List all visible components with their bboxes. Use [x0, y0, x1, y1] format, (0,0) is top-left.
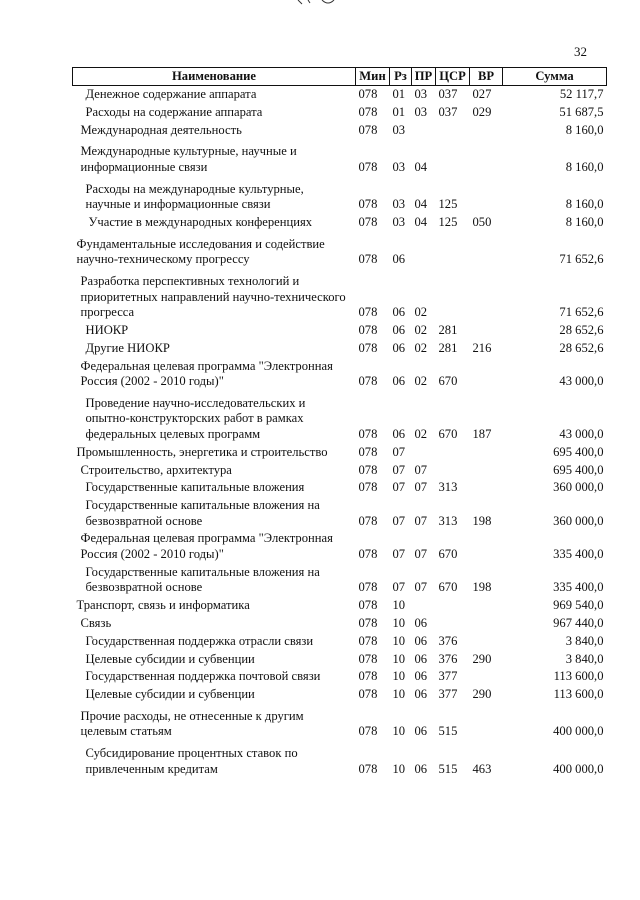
row-sum: 8 160,0: [565, 197, 604, 212]
row-vr: [470, 269, 503, 322]
row-rz: 03: [392, 159, 406, 174]
row-name: Федеральная целевая программа "Электронная Россия (2002 - 2010 годы)": [80, 531, 333, 562]
row-min: 078: [358, 159, 378, 174]
row-name: Государственные капитальные вложения на безвозвратной основе: [85, 498, 320, 528]
row-name: Разработка перспективных технологий и приоритетных направлений научно-технического прогресса: [80, 273, 346, 320]
row-sum: 43 000,0: [559, 374, 604, 389]
row-csr: 377: [438, 669, 458, 684]
table-row: [73, 232, 607, 269]
row-sum: 360 000,0: [553, 513, 604, 528]
row-min: 078: [358, 580, 378, 595]
row-min: 078: [358, 252, 378, 267]
row-sum: 335 400,0: [553, 547, 604, 562]
row-min: 078: [358, 598, 378, 613]
row-vr: [470, 122, 503, 140]
row-min: 078: [358, 651, 378, 666]
row-pr: 02: [414, 426, 428, 441]
row-rz: 07: [392, 547, 406, 562]
row-csr: 281: [438, 322, 458, 337]
table-row: [73, 597, 607, 615]
row-min: 078: [358, 426, 378, 441]
table-row: [73, 214, 607, 232]
row-rz: 07: [392, 444, 406, 459]
row-csr: [436, 232, 470, 269]
row-name: Промышленность, энергетика и строительство: [76, 444, 328, 459]
header-min: Мин: [356, 68, 390, 86]
table-row: [73, 139, 607, 176]
row-pr: 02: [414, 305, 428, 320]
header-csr: ЦСР: [436, 68, 470, 86]
row-pr: 04: [414, 215, 428, 229]
row-vr: 198: [472, 513, 492, 528]
row-pr: 07: [414, 547, 428, 562]
row-pr: [412, 597, 436, 615]
table-row: [73, 650, 607, 668]
row-pr: 06: [414, 616, 428, 630]
table-row: [73, 444, 607, 462]
row-name: Целевые субсидии и субвенции: [85, 651, 255, 666]
scan-artifact: [296, 0, 340, 5]
row-vr: [470, 668, 503, 686]
row-rz: 06: [392, 426, 406, 441]
row-sum: 400 000,0: [553, 724, 604, 739]
row-csr: 377: [438, 687, 458, 702]
row-min: 078: [358, 633, 378, 648]
table-row: [73, 741, 607, 778]
row-min: 078: [358, 547, 378, 562]
header-rz: Рз: [390, 68, 412, 86]
row-sum: 695 400,0: [553, 462, 604, 477]
row-vr: 029: [472, 104, 492, 119]
row-sum: 8 160,0: [565, 215, 604, 229]
table-row: [73, 269, 607, 322]
row-sum: 28 652,6: [559, 340, 604, 355]
row-sum: 113 600,0: [553, 669, 604, 684]
row-sum: 51 687,5: [559, 104, 604, 119]
row-name: Государственная поддержка почтовой связи: [85, 669, 321, 684]
row-name: Государственная поддержка отрасли связи: [85, 633, 314, 648]
row-csr: [436, 139, 470, 176]
row-csr: 515: [438, 761, 458, 776]
row-rz: 06: [392, 322, 406, 337]
row-sum: 113 600,0: [553, 687, 604, 702]
row-pr: 02: [414, 374, 428, 389]
table-row: [73, 704, 607, 741]
row-pr: 03: [414, 104, 428, 119]
row-rz: 10: [392, 598, 406, 613]
row-csr: 313: [438, 513, 458, 528]
row-min: 078: [358, 340, 378, 355]
row-name: Целевые субсидии и субвенции: [85, 687, 255, 702]
row-sum: 695 400,0: [553, 444, 604, 459]
row-sum: 52 117,7: [559, 87, 604, 102]
row-csr: [436, 122, 470, 140]
page-number: 32: [574, 44, 587, 59]
row-min: 078: [358, 305, 378, 320]
row-name: Международные культурные, научные и информационные связи: [80, 144, 297, 174]
row-min: 078: [358, 724, 378, 739]
row-vr: 290: [472, 651, 492, 666]
row-vr: [470, 357, 503, 390]
row-sum: 969 540,0: [553, 598, 604, 613]
row-vr: [470, 139, 503, 176]
row-name: Расходы на международные культурные, научные и информационные связи: [85, 181, 304, 212]
table-row: [73, 686, 607, 704]
table-row: [73, 357, 607, 390]
row-csr: [436, 597, 470, 615]
row-csr: 376: [438, 651, 458, 666]
table-header-row: [73, 68, 607, 86]
table-row: [73, 530, 607, 563]
row-rz: 03: [392, 197, 406, 212]
row-csr: 037: [438, 87, 458, 102]
row-min: 078: [358, 122, 378, 137]
row-csr: [436, 269, 470, 322]
row-csr: 515: [438, 724, 458, 739]
row-vr: 198: [472, 580, 492, 595]
row-rz: 01: [392, 104, 406, 119]
row-name: Расходы на содержание аппарата: [85, 104, 263, 119]
row-rz: 10: [392, 633, 406, 648]
row-name: Международная деятельность: [80, 122, 242, 137]
row-name: Фундаментальные исследования и содействие научно-техническому прогрессу: [76, 236, 325, 267]
row-sum: 3 840,0: [565, 633, 604, 648]
row-vr: [470, 479, 503, 497]
row-pr: 06: [414, 687, 428, 702]
row-rz: 03: [392, 122, 406, 137]
row-csr: [436, 444, 470, 462]
row-min: 078: [358, 616, 378, 630]
table-row: [73, 391, 607, 444]
row-min: 078: [358, 669, 378, 684]
row-rz: 06: [392, 340, 406, 355]
row-sum: 360 000,0: [553, 480, 604, 495]
row-rz: 06: [392, 374, 406, 389]
row-sum: 43 000,0: [559, 426, 604, 441]
row-rz: 10: [392, 687, 406, 702]
table-row: [73, 322, 607, 340]
row-rz: 10: [392, 761, 406, 776]
row-name: НИОКР: [85, 322, 129, 337]
row-rz: 10: [392, 616, 406, 630]
row-pr: 03: [414, 87, 428, 102]
row-csr: 125: [438, 215, 458, 229]
row-csr: 037: [438, 104, 458, 119]
row-name: Прочие расходы, не отнесенные к другим целевым статьям: [80, 708, 304, 739]
row-name: Участие в международных конференциях: [88, 215, 313, 229]
row-pr: 02: [414, 322, 428, 337]
row-csr: 670: [438, 580, 458, 595]
row-min: 078: [358, 215, 378, 229]
row-rz: 10: [392, 651, 406, 666]
table-row: [73, 615, 607, 633]
header-name: Наименование: [73, 68, 356, 86]
row-min: 078: [358, 104, 378, 119]
table-row: [73, 564, 607, 597]
row-rz: 03: [392, 215, 406, 229]
row-pr: 04: [414, 197, 428, 212]
row-sum: 335 400,0: [553, 580, 604, 595]
table-row: [73, 668, 607, 686]
row-sum: 8 160,0: [565, 122, 604, 137]
row-csr: 670: [438, 426, 458, 441]
row-csr: 125: [438, 197, 458, 212]
row-name: Государственные капитальные вложения: [85, 480, 305, 495]
row-csr: 670: [438, 374, 458, 389]
row-rz: 07: [392, 513, 406, 528]
row-csr: 376: [438, 633, 458, 648]
row-min: 078: [358, 513, 378, 528]
row-vr: [470, 322, 503, 340]
row-vr: [470, 232, 503, 269]
row-name: Строительство, архитектура: [80, 462, 232, 477]
row-pr: 07: [414, 480, 428, 495]
table-row: [73, 461, 607, 479]
row-pr: 04: [414, 159, 428, 174]
row-name: Транспорт, связь и информатика: [76, 598, 250, 613]
row-vr: [470, 615, 503, 633]
row-vr: 027: [472, 87, 492, 102]
row-vr: 216: [472, 340, 492, 355]
row-min: 078: [358, 444, 378, 459]
table-row: [73, 86, 607, 104]
row-rz: 07: [392, 462, 406, 477]
budget-table: [72, 67, 607, 778]
row-min: 078: [358, 322, 378, 337]
row-vr: 290: [472, 687, 492, 702]
row-vr: [470, 461, 503, 479]
table-row: [73, 104, 607, 122]
row-pr: 06: [414, 633, 428, 648]
row-name: Субсидирование процентных ставок по привлеченным кредитам: [85, 746, 298, 776]
row-vr: 463: [472, 761, 492, 776]
row-sum: 967 440,0: [553, 616, 604, 630]
row-pr: 02: [414, 340, 428, 355]
header-pr: ПР: [412, 68, 436, 86]
row-pr: [412, 444, 436, 462]
row-name: Государственные капитальные вложения на безвозвратной основе: [85, 564, 320, 595]
row-pr: 07: [414, 513, 428, 528]
row-pr: 06: [414, 651, 428, 666]
row-pr: 06: [414, 761, 428, 776]
row-rz: 01: [392, 87, 406, 102]
row-csr: 670: [438, 547, 458, 562]
row-csr: 281: [438, 340, 458, 355]
row-rz: 06: [392, 305, 406, 320]
header-sum: Сумма: [503, 68, 607, 86]
row-min: 078: [358, 87, 378, 102]
row-vr: [470, 530, 503, 563]
row-pr: 06: [414, 724, 428, 739]
row-sum: 8 160,0: [565, 159, 604, 174]
row-vr: [470, 704, 503, 741]
header-vr: ВР: [470, 68, 503, 86]
row-rz: 06: [392, 252, 406, 267]
row-min: 078: [358, 480, 378, 495]
table-row: [73, 479, 607, 497]
row-name: Связь: [80, 616, 112, 630]
row-name: Федеральная целевая программа "Электронная Россия (2002 - 2010 годы)": [80, 358, 333, 389]
row-vr: [470, 597, 503, 615]
row-name: Другие НИОКР: [85, 340, 170, 355]
row-csr: 313: [438, 480, 458, 495]
table-row: [73, 177, 607, 214]
row-vr: [470, 177, 503, 214]
row-rz: 10: [392, 669, 406, 684]
row-rz: 07: [392, 480, 406, 495]
row-min: 078: [358, 197, 378, 212]
row-min: 078: [358, 462, 378, 477]
row-csr: [436, 461, 470, 479]
row-vr: 187: [472, 426, 492, 441]
row-pr: 06: [414, 669, 428, 684]
row-name: Денежное содержание аппарата: [85, 87, 257, 102]
row-pr: 07: [414, 462, 428, 477]
row-sum: 71 652,6: [559, 252, 604, 267]
row-min: 078: [358, 687, 378, 702]
row-vr: [470, 633, 503, 651]
row-pr: [412, 122, 436, 140]
row-rz: 07: [392, 580, 406, 595]
row-vr: [470, 444, 503, 462]
row-sum: 3 840,0: [565, 651, 604, 666]
table-row: [73, 122, 607, 140]
row-sum: 28 652,6: [559, 322, 604, 337]
table-row: [73, 497, 607, 530]
row-min: 078: [358, 761, 378, 776]
table-row: [73, 633, 607, 651]
row-rz: 10: [392, 724, 406, 739]
row-csr: [436, 615, 470, 633]
table-row: [73, 340, 607, 358]
row-sum: 400 000,0: [553, 761, 604, 776]
row-name: Проведение научно-исследовательских и опытно-конструкторских работ в рамках федеральных целевых программ: [85, 395, 306, 441]
row-pr: [412, 232, 436, 269]
row-vr: 050: [472, 215, 492, 229]
row-min: 078: [358, 374, 378, 389]
row-pr: 07: [414, 580, 428, 595]
row-sum: 71 652,6: [559, 305, 604, 320]
